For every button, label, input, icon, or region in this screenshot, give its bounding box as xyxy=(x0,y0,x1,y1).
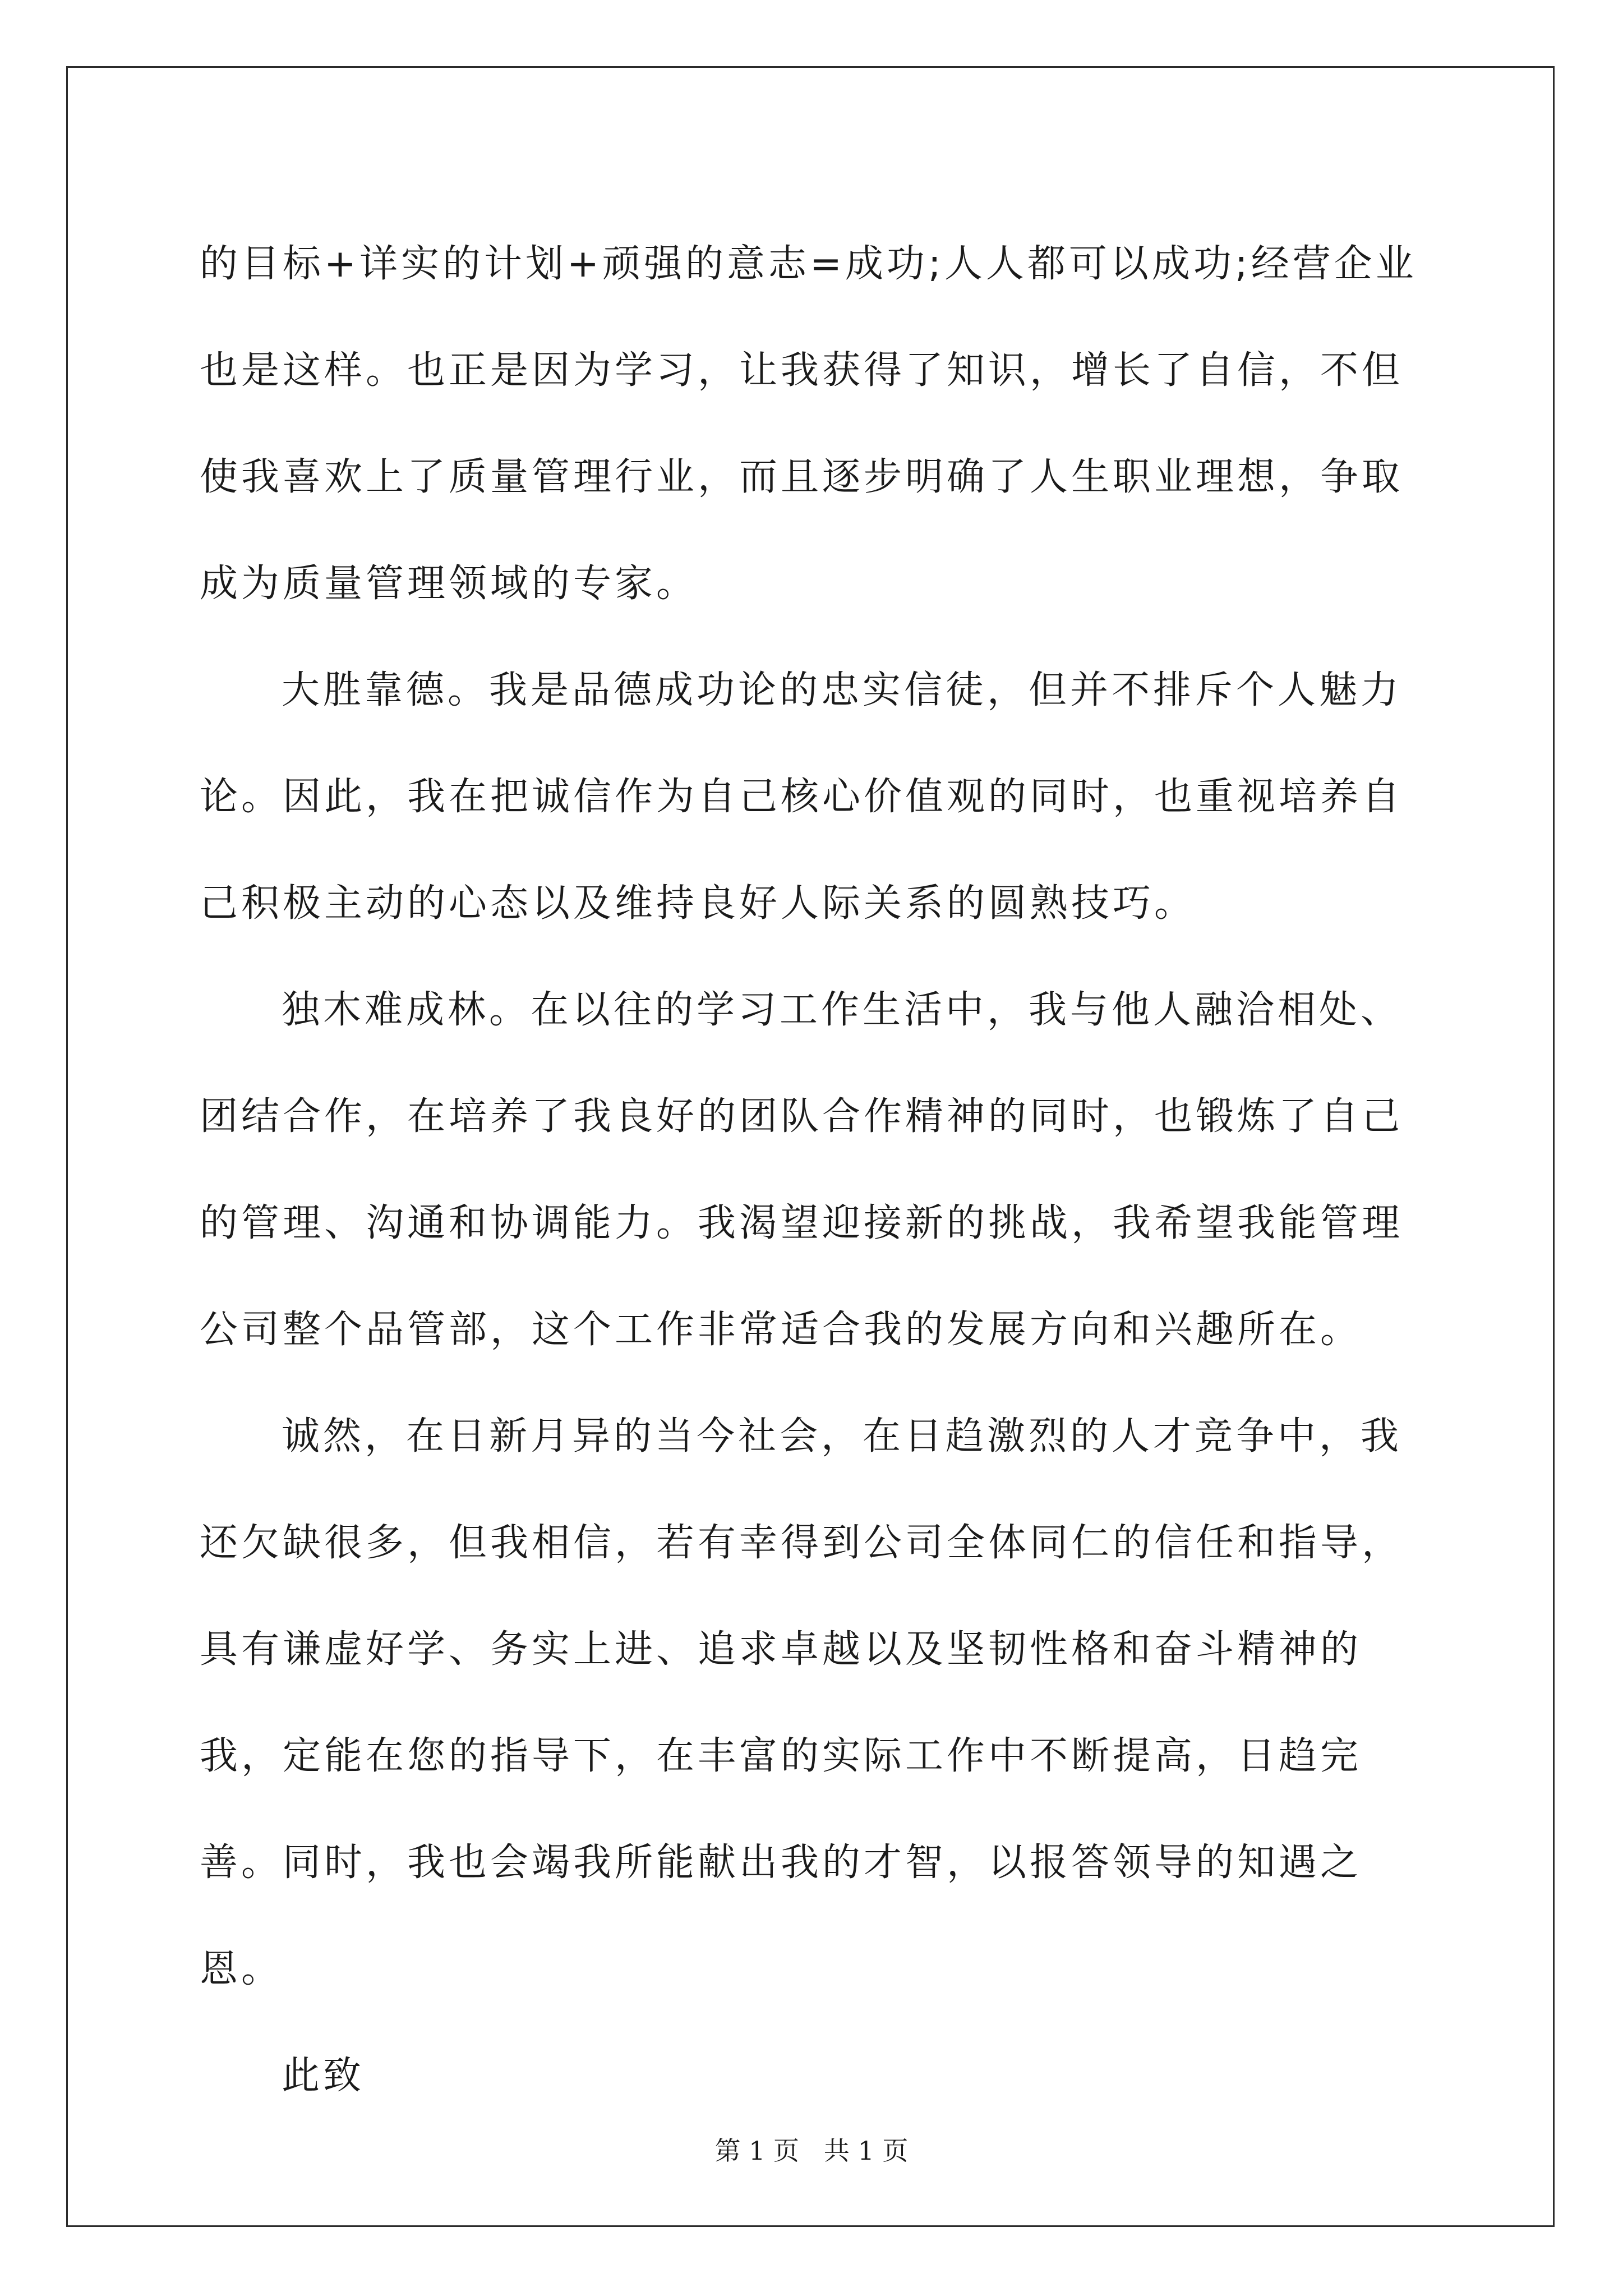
document-body xyxy=(200,211,1433,2129)
paragraph-commitment: 诚然，在日新月异的当今社会，在日趋激烈的人才竞争中，我还欠缺很多，但我相信，若有幸得到公司全体同仁的信任和指导，具有谦虚好学、务实上进、追求卓越以及坚韧性格和奋斗精神的我，定能在您的指导下，在丰富的实际工作中不断提高，日趋完善。同时，我也会竭我所能献出我的才智，以报答领导的知遇之恩。 xyxy=(200,1414,1404,1991)
paragraph-teamwork: 独木难成林。在以往的学习工作生活中，我与他人融洽相处、团结合作，在培养了我良好的团队合作精神的同时，也锻炼了自己的管理、沟通和协调能力。我渴望迎接新的挑战，我希望我能管理公司整个品管部，这个工作非常适合我的发展方向和兴趣所在。 xyxy=(200,988,1404,1352)
page-number-footer: 第 1 页 共 1 页 xyxy=(714,2136,909,2166)
closing-salutation: 此致 xyxy=(282,2054,365,2098)
paragraph-virtue: 大胜靠德。我是品德成功论的忠实信徒，但并不排斥个人魅力论。因此，我在把诚信作为自己核心价值观的同时，也重视培养自己积极主动的心态以及维持良好人际关系的圆熟技巧。 xyxy=(200,668,1404,926)
paragraph-continuation: 的目标+详实的计划+顽强的意志=成功;人人都可以成功;经营企业也是这样。也正是因为学习，让我获得了知识，增长了自信，不但使我喜欢上了质量管理行业，而且逐步明确了人生职业理想，争取成为质量管理领域的专家。 xyxy=(200,242,1417,606)
